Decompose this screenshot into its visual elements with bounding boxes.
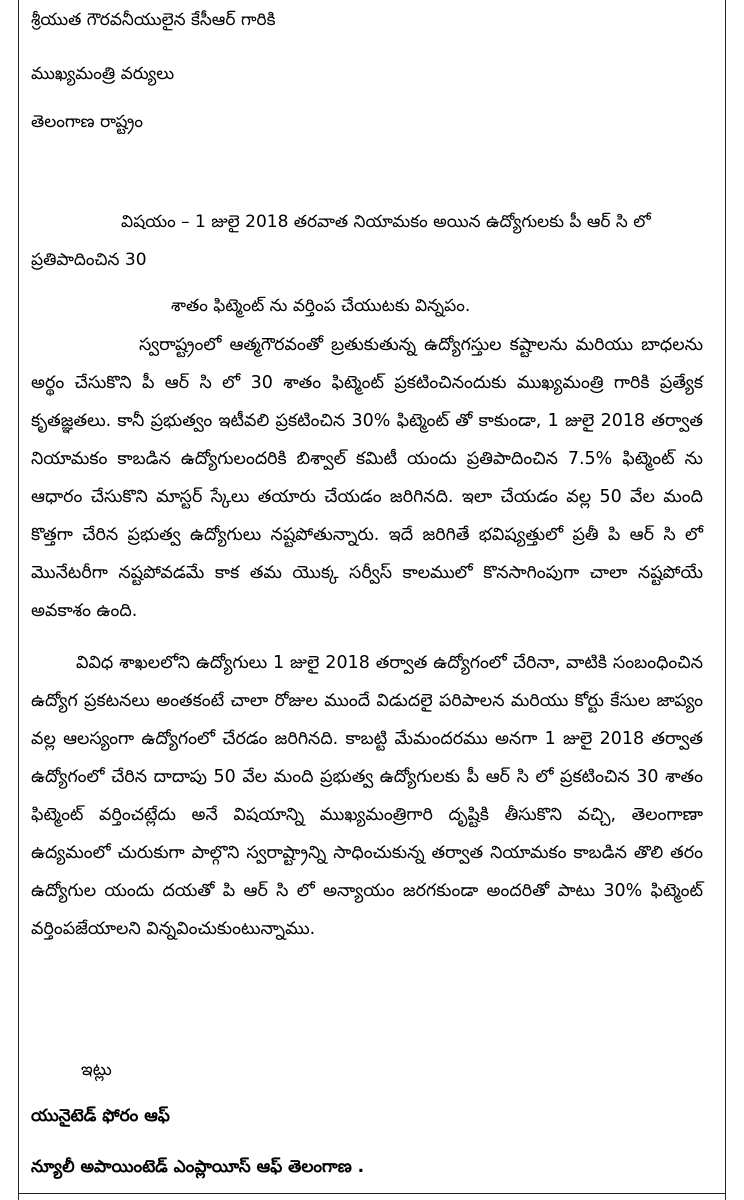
letter-page <box>18 0 726 1200</box>
org-name-line-2: న్యూలీ అపాయింటెడ్ ఎంప్లాయీస్ ఆఫ్ తెలంగాణ . <box>31 1157 365 1177</box>
addressee-state: తెలంగాణ రాష్ట్రం <box>31 112 144 132</box>
body-paragraph-2: వివిధ శాఖలలోని ఉద్యోగులు 1 జులై 2018 తర్వాత ఉద్యోగంలో చేరినా, వాటికి సంబంధించిన ఉద్యోగ ప్రకటనలు అంతకంటే చాలా రోజుల ముందే విడుదలై పరిపాలన మరియు కోర్టు కేసుల జాప్యం వల్ల ఆలస్యంగా ఉద్యోగంలో చేరడం జరిగినది. కాబట్టి మేమందరము అనగా 1 జులై 2018 తర్వాత ఉద్యోగంలో చేరిన దాదాపు 50 వేల మంది ప్రభుత్వ ఉద్యోగులకు పీ ఆర్ సి లో ప్రకటించిన 30 శాతం ఫిట్మెంట్ వర్తించట్లేదు అనే విషయాన్ని ముఖ్యమంత్రిగారి దృష్టికి తీసుకొని వచ్చి, తెలంగాణా ఉద్యమంలో చురుకుగా పాల్గొని స్వరాష్ట్రాన్ని సాధించుకున్న తర్వాత నియామకం కాబడిన తొలి తరం ఉద్యోగుల యందు దయతో పి ఆర్ సి లో అన్యాయం జరగకుండా అందరితో పాటు 30% ఫిట్మెంట్ వర్తింపజేయాలని విన్నవించుకుంటున్నాము. <box>31 653 703 939</box>
subject-line-1: విషయం – 1 జులై 2018 తరవాత నియామకం అయిన ఉద్యోగులకు పీ ఆర్ సి లో <box>121 212 651 232</box>
subject-line-2: ప్రతిపాదించిన 30 <box>31 250 147 270</box>
subject-line-3: శాతం ఫిట్మెంట్ ను వర్తింప చేయుటకు విన్నపం. <box>171 296 471 316</box>
body-paragraph-1: స్వరాష్ట్రంలో ఆత్మగౌరవంతో బ్రతుకుతున్న ఉద్యోగస్తుల కష్టాలను మరియు బాధలను అర్థం చేసుకొని పీ ఆర్ సి లో 30 శాతం ఫిట్మెంట్ ప్రకటించినందుకు ముఖ్యమంత్రి గారికి ప్రత్యేక కృతజ్ఞతలు. కానీ ప్రభుత్వం ఇటీవలి ప్రకటించిన 30% ఫిట్మెంట్ తో కాకుండా, 1 జులై 2018 తర్వాత నియామకం కాబడిన ఉద్యోగులందరికి బిశ్వాల్ కమిటీ యందు ప్రతిపాదించిన 7.5% ఫిట్మెంట్ ను ఆధారం చేసుకొని మాస్టర్ స్కేలు తయారు చేయడం జరిగినది. ఇలా చేయడం వల్ల 50 వేల మంది కొత్తగా చేరిన ప్రభుత్వ ఉద్యోగులు నష్టపోతున్నారు. ఇదే జరిగితే భవిష్యత్తులో ప్రతీ పి ఆర్ సి లో మొనేటరీగా నష్టపోవడమే కాక తమ యొక్క సర్వీస్ కాలములో కొనసాగింపుగా చాలా నష్టపోయే అవకాశం ఉంది. <box>31 335 703 621</box>
org-name-line-1: యునైటెడ్ ఫోరం ఆఫ్ <box>31 1106 170 1126</box>
bottom-rule <box>19 1193 725 1194</box>
addressee-line: శ్రీయుత గౌరవనీయులైన కేసీఆర్ గారికి <box>31 10 276 30</box>
addressee-title: ముఖ్యమంత్రి వర్యులు <box>31 64 175 84</box>
closing-word: ఇట్లు <box>81 1060 112 1080</box>
